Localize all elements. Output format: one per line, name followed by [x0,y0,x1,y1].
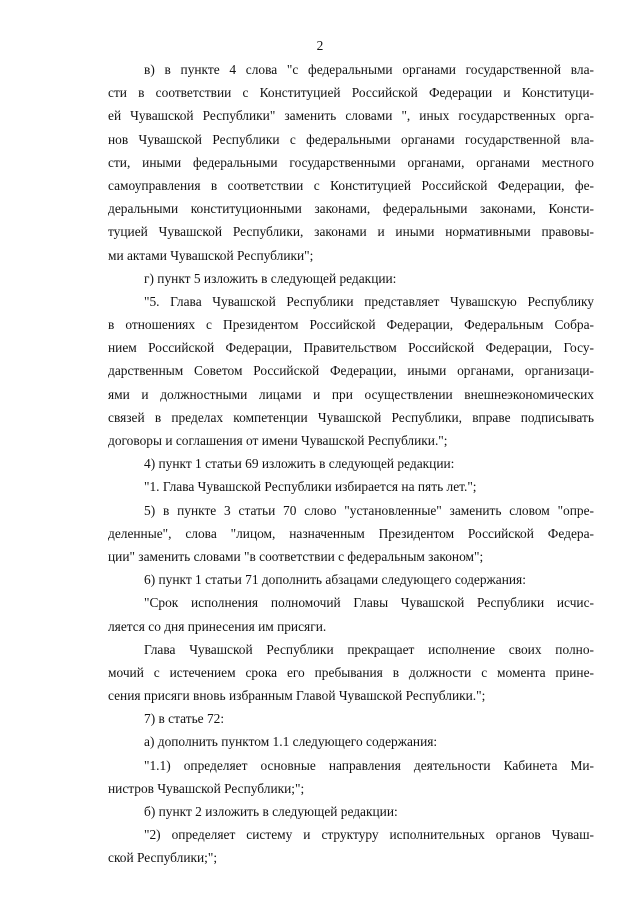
text-line: 6) пункт 1 статьи 71 дополнить абзацами следующего содержания: [144,572,526,588]
text-line: "5. Глава Чувашской Республики представляет Чувашскую Республику [144,293,594,309]
text-line: 5) в пункте 3 статьи 70 слово "установленные" заменить словом "опре- [144,502,594,518]
text-line: ляется со дня принесения им присяги. [108,618,327,634]
text-line: 4) пункт 1 статьи 69 изложить в следующей редакции: [144,456,455,472]
page-number: 2 [316,38,324,53]
text-line: в отношениях с Президентом Российской Федерации, Федеральным Собра- [108,317,594,333]
text-line: "Срок исполнения полномочий Главы Чувашской Республики исчис- [144,595,594,611]
text-line: "1. Глава Чувашской Республики избирается на пять лет."; [144,479,477,495]
text-line: 7) в статье 72: [144,711,225,727]
text-line: в) в пункте 4 слова "с федеральными органами государственной вла- [144,62,594,77]
text-line: а) дополнить пунктом 1.1 следующего содержания: [144,734,438,750]
text-line: нистров Чувашской Республики;"; [108,780,305,796]
text-line: "2) определяет систему и структуру исполнительных органов Чуваш- [144,827,594,843]
text-line: договоры и соглашения от имени Чувашской Республики."; [108,433,448,448]
text-line: сти в соответствии с Конституцией Российской Федерации и Конституци- [108,85,594,101]
text-line: б) пункт 2 изложить в следующей редакции: [144,804,398,819]
text-line: сти, иными федеральными государственными органами, органами местного [108,154,594,170]
text-line: мочий с истечением срока его пребывания в должности с момента прине- [108,664,594,680]
text-line: Глава Чувашской Республики прекращает исполнение своих полно- [144,641,594,657]
text-line: деленные", слова "лицом, назначенным Президентом Российской Федера- [108,525,594,541]
text-line: ции" заменить словами "в соответствии с федеральным законом"; [108,548,484,564]
text-line: г) пункт 5 изложить в следующей редакции: [144,270,397,286]
text-line: "1.1) определяет основные направления деятельности Кабинета Ми- [144,757,594,773]
text-line: ской Республики;"; [108,850,218,866]
text-line: деральными конституционными законами, федеральными законами, Консти- [108,201,594,217]
text-line: связей в пределах компетенции Чувашской Республики, вправе подписывать [108,409,594,425]
text-line: сения присяги вновь избранным Главой Чувашской Республики."; [108,688,486,704]
text-line: нов Чувашской Республики с федеральными органами государственной вла- [108,131,594,147]
text-line: ями и должностными лицами и при осуществлении внешнеэкономических [108,386,594,402]
text-line: нием Российской Федерации, Правительством Российской Федерации, Госу- [108,340,594,356]
text-line: туцией Чувашской Республики, законами и иными нормативными правовы- [108,224,594,240]
text-line: самоуправления в соответствии с Конституцией Российской Федерации, фе- [108,177,594,193]
text-line: дарственным Советом Российской Федерации, иными органами, организаци- [108,363,594,379]
text-line: ей Чувашской Республики" заменить словами ", иных государственных орга- [108,108,594,124]
text-line: ми актами Чувашской Республики"; [108,247,314,263]
document-body [108,58,594,870]
